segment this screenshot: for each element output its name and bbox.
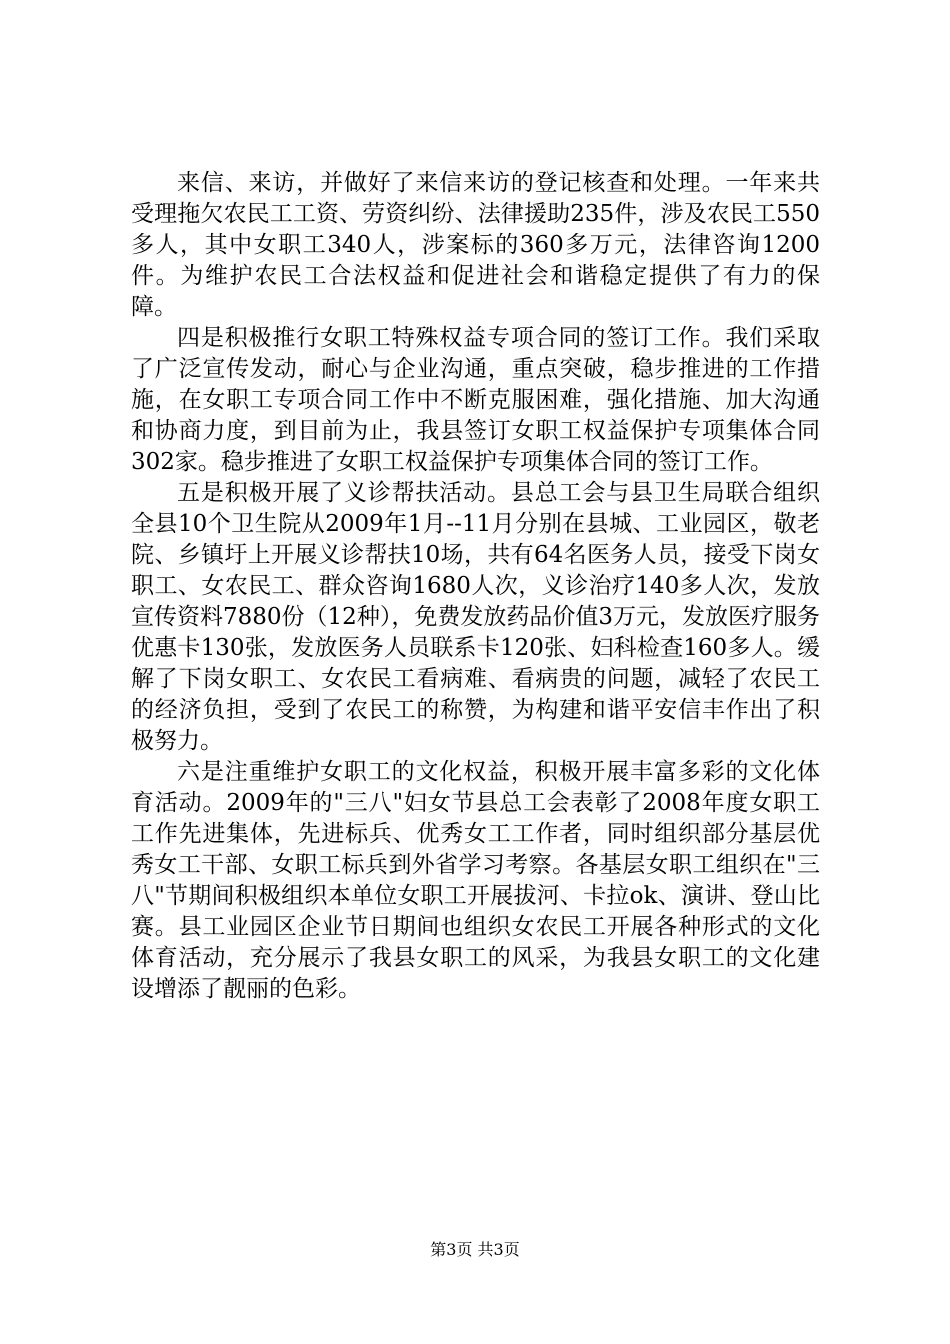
paragraph-cultural-rights: 六是注重维护女职工的文化权益，积极开展丰富多彩的文化体育活动。2009年的"三八"妇女节县总工会表彰了2008年度女职工工作先进集体，先进标兵、优秀女工工作者，同时组织部分基层优秀女工干部、女职工标兵到外省学习考察。各基层女职工组织在"三八"节期间积极组织本单位女职工开展拔河、卡拉ok、演讲、登山比赛。县工业园区企业节日期间也组织女农民工开展各种形式的文化体育活动，充分展示了我县女职工的风采，为我县女职工的文化建设增添了靓丽的色彩。 <box>131 759 820 1002</box>
page-footer: 第3页 共3页 <box>430 1240 520 1259</box>
paragraph-free-clinic: 五是积极开展了义诊帮扶活动。县总工会与县卫生局联合组织全县10个卫生院从2009年1月--11月分别在县城、工业园区，敬老院、乡镇圩上开展义诊帮扶10场，共有64名医务人员，接受下岗女职工、女农民工、群众咨询1680人次，义诊治疗140多人次，发放宣传资料7880份（12种），免费发放药品价值3万元，发放医疗服务优惠卡130张，发放医务人员联系卡120张、妇科检查160多人。缓解了下岗女职工、女农民工看病难、看病贵的问题，减轻了农民工的经济负担，受到了农民工的称赞，为构建和谐平安信丰作出了积极努力。 <box>131 480 820 754</box>
document-body <box>131 168 820 1005</box>
paragraph-complaints: 来信、来访，并做好了来信来访的登记核查和处理。一年来共受理拖欠农民工工资、劳资纠纷、法律援助235件，涉及农民工550多人，其中女职工340人，涉案标的360多万元，法律咨询1200件。为维护农民工合法权益和促进社会和谐稳定提供了有力的保障。 <box>131 170 820 320</box>
paragraph-special-rights-contract: 四是积极推行女职工特殊权益专项合同的签订工作。我们采取了广泛宣传发动，耐心与企业沟通，重点突破，稳步推进的工作措施，在女职工专项合同工作中不断克服困难，强化措施、加大沟通和协商力度，到目前为止，我县签订女职工权益保护专项集体合同302家。稳步推进了女职工权益保护专项集体合同的签订工作。 <box>131 325 820 475</box>
